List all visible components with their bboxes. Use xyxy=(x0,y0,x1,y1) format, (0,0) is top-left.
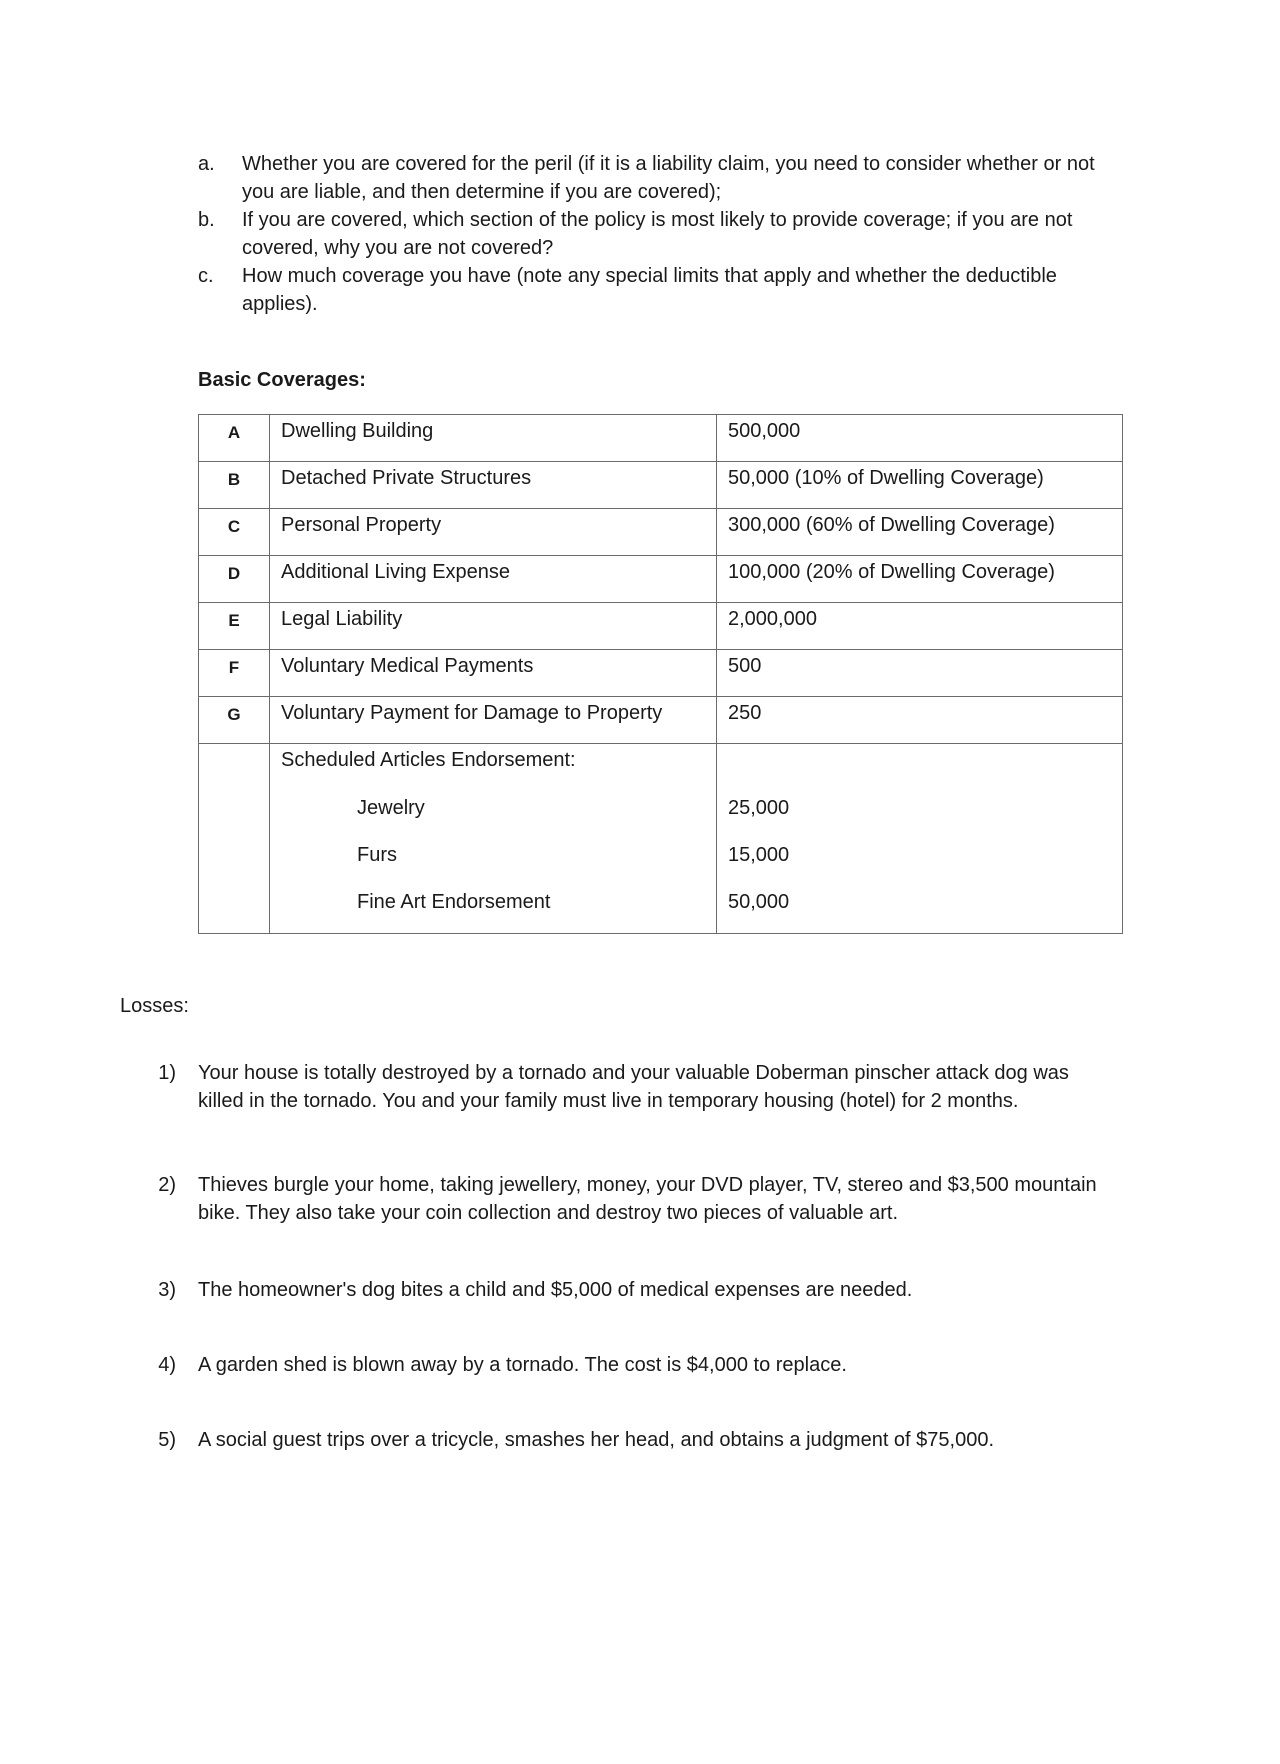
coverage-amount: 250 xyxy=(717,697,1123,744)
coverage-code: D xyxy=(199,556,270,603)
coverage-amount: 100,000 (20% of Dwelling Coverage) xyxy=(717,556,1123,603)
scheduled-item-amount: 15,000 xyxy=(728,844,790,866)
loss-text: Your house is totally destroyed by a tornado and your valuable Doberman pinscher attack dog was killed in the tornado. You and your family must live in temporary housing (hotel) for 2 months. xyxy=(198,1062,1069,1112)
coverage-amount: 50,000 (10% of Dwelling Coverage) xyxy=(717,462,1123,509)
losses-label: Losses: xyxy=(120,995,189,1017)
coverage-row-c xyxy=(199,509,1123,556)
loss-number: 5) xyxy=(158,1429,176,1451)
coverage-name: Detached Private Structures xyxy=(270,462,717,509)
coverage-name: Voluntary Medical Payments xyxy=(270,650,717,697)
coverage-name: Additional Living Expense xyxy=(270,556,717,603)
coverage-code: A xyxy=(199,415,270,462)
coverage-name: Voluntary Payment for Damage to Property xyxy=(270,697,717,744)
loss-number: 2) xyxy=(158,1174,176,1196)
coverage-amount: 500 xyxy=(717,650,1123,697)
coverage-code: C xyxy=(199,509,270,556)
scheduled-articles-label: Scheduled Articles Endorsement: xyxy=(281,749,576,771)
coverage-code: B xyxy=(199,462,270,509)
loss-text: Thieves burgle your home, taking jewellery, money, your DVD player, TV, stereo and $3,500 mountain bike. They also take your coin collection and destroy two pieces of valuable art. xyxy=(198,1174,1097,1224)
question-text-c: How much coverage you have (note any special limits that apply and whether the deductible applies). xyxy=(242,265,1057,315)
scheduled-item-amount: 25,000 xyxy=(728,797,790,819)
coverage-row-a xyxy=(199,415,1123,462)
coverage-amount: 300,000 (60% of Dwelling Coverage) xyxy=(717,509,1123,556)
coverage-row-b xyxy=(199,462,1123,509)
question-letter-a: a. xyxy=(198,153,215,175)
scheduled-item-name: Furs xyxy=(357,844,397,866)
scheduled-names-cell xyxy=(270,744,717,934)
loss-number: 4) xyxy=(158,1354,176,1376)
coverages-table xyxy=(198,414,1123,934)
loss-number: 1) xyxy=(158,1062,176,1084)
scheduled-item-amount: 50,000 xyxy=(728,891,790,913)
coverage-code: F xyxy=(199,650,270,697)
loss-text: A social guest trips over a tricycle, smashes her head, and obtains a judgment of $75,000. xyxy=(198,1429,995,1451)
scheduled-articles-row xyxy=(199,744,1123,934)
question-text-b: If you are covered, which section of the policy is most likely to provide coverage; if you are not covered, why you are not covered? xyxy=(242,209,1073,259)
question-text-a: Whether you are covered for the peril (if it is a liability claim, you need to consider whether or not you are liable, and then determine if you are covered); xyxy=(242,153,1095,203)
coverage-amount: 500,000 xyxy=(717,415,1123,462)
coverage-row-d xyxy=(199,556,1123,603)
coverage-row-e xyxy=(199,603,1123,650)
question-letter-b: b. xyxy=(198,209,215,231)
coverage-code: G xyxy=(199,697,270,744)
loss-text: A garden shed is blown away by a tornado. The cost is $4,000 to replace. xyxy=(198,1354,847,1376)
scheduled-item-name: Jewelry xyxy=(357,797,425,819)
loss-number: 3) xyxy=(158,1279,176,1301)
coverages-heading: Basic Coverages: xyxy=(198,369,366,391)
scheduled-item-name: Fine Art Endorsement xyxy=(357,891,551,913)
coverage-name: Legal Liability xyxy=(270,603,717,650)
coverage-name: Personal Property xyxy=(270,509,717,556)
coverage-code: E xyxy=(199,603,270,650)
question-letter-c: c. xyxy=(198,265,214,287)
coverage-name: Dwelling Building xyxy=(270,415,717,462)
coverage-row-f xyxy=(199,650,1123,697)
coverage-row-g xyxy=(199,697,1123,744)
scheduled-amounts-cell xyxy=(717,744,1123,934)
coverage-amount: 2,000,000 xyxy=(717,603,1123,650)
scheduled-code-cell xyxy=(199,744,270,934)
loss-text: The homeowner's dog bites a child and $5,000 of medical expenses are needed. xyxy=(198,1279,913,1301)
